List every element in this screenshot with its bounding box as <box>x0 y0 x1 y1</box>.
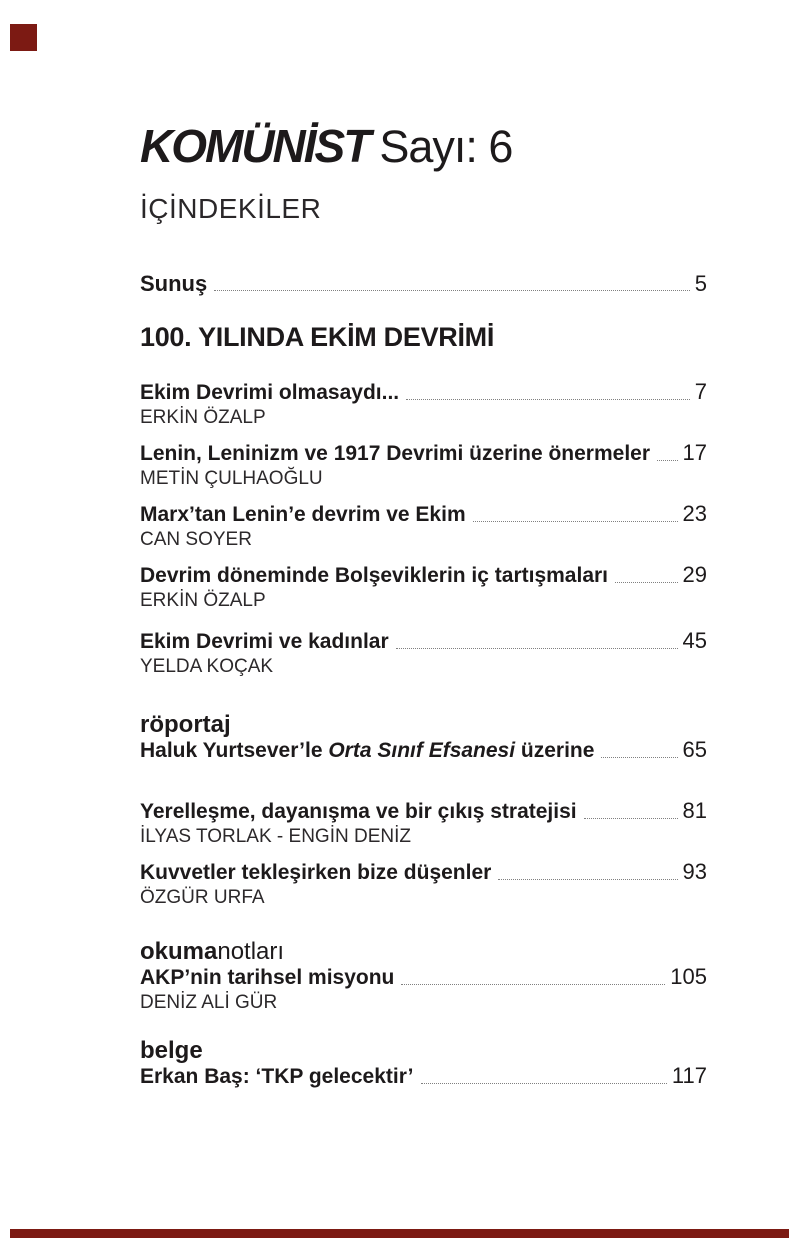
entry-title <box>140 739 594 763</box>
toc-entry <box>140 502 707 551</box>
toc-row <box>140 629 707 654</box>
dotted-leader <box>657 460 677 461</box>
toc-row <box>140 1064 707 1089</box>
page-number: 81 <box>682 798 707 823</box>
dotted-leader <box>401 984 665 985</box>
corner-accent-mark <box>10 24 37 51</box>
entry-author: CAN SOYER <box>140 529 252 550</box>
page-number: 23 <box>682 501 707 526</box>
page-number: 93 <box>682 859 707 884</box>
dotted-leader <box>473 521 678 522</box>
journal-title: KOMÜNİST <box>140 120 370 172</box>
entry-title: AKP’nin tarihsel misyonu <box>140 966 395 989</box>
dotted-leader <box>396 648 678 649</box>
contents-heading: İÇİNDEKİLER <box>140 193 322 224</box>
entry-author: DENİZ ALİ GÜR <box>140 992 278 1013</box>
entry-author: ERKİN ÖZALP <box>140 407 266 428</box>
toc-entry <box>140 629 707 678</box>
issue-number: Sayı: 6 <box>379 121 513 172</box>
bottom-edge-accent-bar <box>10 1229 789 1238</box>
toc-row <box>140 799 707 824</box>
toc-row <box>140 563 707 588</box>
entry-author: ERKİN ÖZALP <box>140 590 266 611</box>
masthead <box>140 122 707 182</box>
section-heading-ekim-devrimi: 100. YILINDA EKİM DEVRİMİ <box>140 322 495 352</box>
toc-row <box>140 441 707 466</box>
group-okuma-notlari <box>140 939 707 1014</box>
toc-row <box>140 502 707 527</box>
dotted-leader <box>406 399 690 400</box>
entry-title: Ekim Devrimi ve kadınlar <box>140 630 389 653</box>
section-entries <box>140 380 707 678</box>
toc-entry <box>140 860 707 909</box>
page-number: 45 <box>682 628 707 653</box>
dotted-leader <box>421 1083 667 1084</box>
dotted-leader <box>601 757 677 758</box>
entry-title: Marx’tan Lenin’e devrim ve Ekim <box>140 503 466 526</box>
group-heading-belge: belge <box>140 1037 203 1064</box>
toc-row <box>140 965 707 990</box>
dotted-leader <box>498 879 677 880</box>
entry-author: İLYAS TORLAK - ENGİN DENİZ <box>140 826 411 847</box>
entry-title: Ekim Devrimi olmasaydı... <box>140 381 400 404</box>
toc-entry <box>140 799 707 848</box>
group-heading-roportaj: röportaj <box>140 711 231 738</box>
page-number: 17 <box>682 440 707 465</box>
page-number: 5 <box>694 271 707 296</box>
entry-title-prefix: Haluk Yurtsever’le <box>140 739 329 762</box>
entry-title: Lenin, Leninizm ve 1917 Devrimi üzerine önermeler <box>140 442 651 465</box>
page-number: 65 <box>682 737 707 762</box>
entry-title: Erkan Baş: ‘TKP gelecektir’ <box>140 1065 414 1088</box>
toc-row <box>140 738 707 763</box>
heading-bold-part: okuma <box>140 938 218 965</box>
entry-title-suffix: üzerine <box>515 739 595 762</box>
entry-title: Sunuş <box>140 271 208 296</box>
toc-row <box>140 380 707 405</box>
heading-light-part: notları <box>217 938 285 965</box>
page-number: 105 <box>670 964 707 989</box>
toc-entry <box>140 563 707 612</box>
entry-title: Devrim döneminde Bolşeviklerin iç tartışmaları <box>140 564 609 587</box>
toc-row-sunus <box>140 272 707 296</box>
group-belge <box>140 1038 707 1089</box>
dotted-leader <box>615 582 678 583</box>
toc-entry <box>140 380 707 429</box>
toc-content <box>140 122 707 1089</box>
entry-author: YELDA KOÇAK <box>140 656 274 677</box>
entry-title-italic: Orta Sınıf Efsanesi <box>328 739 516 762</box>
entry-author: METİN ÇULHAOĞLU <box>140 468 323 489</box>
toc-row <box>140 860 707 885</box>
dotted-leader <box>584 818 678 819</box>
group-roportaj <box>140 712 707 763</box>
entry-title: Yerelleşme, dayanışma ve bir çıkış stratejisi <box>140 800 577 823</box>
page-number: 117 <box>671 1063 707 1088</box>
toc-entry <box>140 441 707 490</box>
entry-author: ÖZGÜR URFA <box>140 887 265 908</box>
page-number: 7 <box>694 379 707 404</box>
group-heading-okuma-notlari <box>140 939 707 965</box>
entry-title: Kuvvetler tekleşirken bize düşenler <box>140 861 492 884</box>
page-number: 29 <box>682 562 707 587</box>
dotted-leader <box>214 290 690 291</box>
